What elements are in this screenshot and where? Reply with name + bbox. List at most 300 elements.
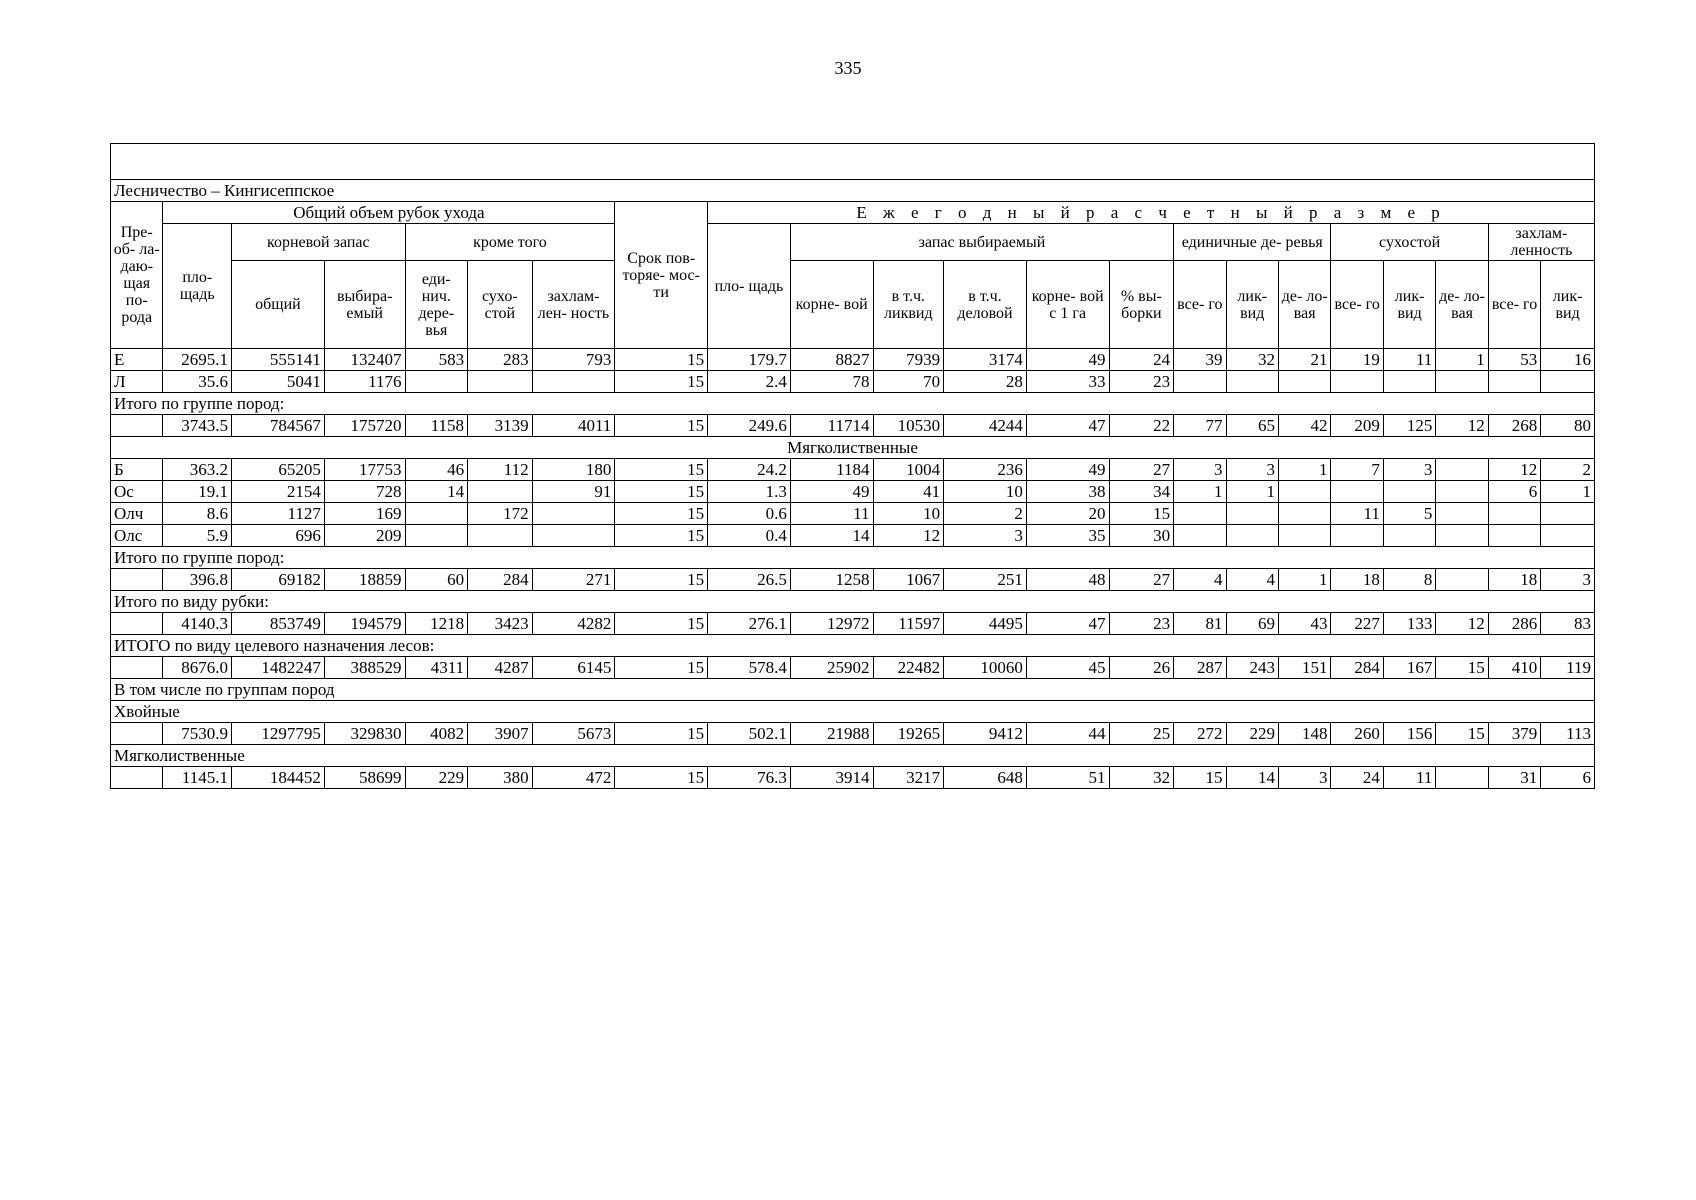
value-cell: 23	[1109, 613, 1174, 635]
value-cell: 15	[1174, 767, 1226, 789]
value-cell: 2	[1541, 459, 1595, 481]
value-cell: 15	[615, 525, 708, 547]
value-cell	[468, 481, 533, 503]
value-cell: 25902	[790, 657, 873, 679]
value-cell: 8	[1383, 569, 1435, 591]
species-cell: Е	[111, 349, 163, 371]
value-cell: 38	[1026, 481, 1109, 503]
value-cell	[1541, 371, 1595, 393]
value-cell: 3174	[944, 349, 1027, 371]
value-cell: 4495	[944, 613, 1027, 635]
value-cell: 44	[1026, 723, 1109, 745]
value-cell: 49	[1026, 349, 1109, 371]
value-cell: 1297795	[232, 723, 325, 745]
value-cell: 4282	[532, 613, 615, 635]
header-dead-liquid: лик- вид	[1383, 261, 1435, 349]
value-cell: 175720	[324, 415, 405, 437]
value-cell	[405, 503, 468, 525]
value-cell: 41	[873, 481, 944, 503]
value-cell: 10	[944, 481, 1027, 503]
value-cell: 172	[468, 503, 533, 525]
value-cell	[1226, 371, 1278, 393]
value-cell: 15	[615, 503, 708, 525]
value-cell: 14	[790, 525, 873, 547]
header-species: Пре- об- ла- даю- щая по- рода	[111, 202, 163, 349]
value-cell: 69182	[232, 569, 325, 591]
value-cell: 26	[1109, 657, 1174, 679]
value-cell: 21988	[790, 723, 873, 745]
value-cell	[1488, 525, 1540, 547]
value-cell: 4140.3	[163, 613, 232, 635]
table-row	[111, 657, 1595, 679]
value-cell: 1	[1436, 349, 1488, 371]
value-cell: 49	[790, 481, 873, 503]
value-cell	[1331, 371, 1383, 393]
value-cell: 388529	[324, 657, 405, 679]
value-cell: 236	[944, 459, 1027, 481]
value-cell: 4287	[468, 657, 533, 679]
value-cell: 18	[1488, 569, 1540, 591]
value-cell: 229	[405, 767, 468, 789]
value-cell: 578.4	[708, 657, 791, 679]
value-cell: 1	[1278, 569, 1330, 591]
value-cell	[1436, 371, 1488, 393]
value-cell	[1383, 371, 1435, 393]
section-label: Мягколиственные	[111, 745, 1595, 767]
value-cell: 502.1	[708, 723, 791, 745]
value-cell: 15	[615, 481, 708, 503]
table-row	[111, 723, 1595, 745]
header-deadwood: сухо- стой	[468, 261, 533, 349]
value-cell	[1174, 503, 1226, 525]
value-cell: 12	[873, 525, 944, 547]
value-cell: 12	[1488, 459, 1540, 481]
value-cell: 1127	[232, 503, 325, 525]
value-cell: 42	[1278, 415, 1330, 437]
section-label: Итого по группе пород:	[111, 547, 1595, 569]
value-cell: 184452	[232, 767, 325, 789]
section-label: Хвойные	[111, 701, 1595, 723]
value-cell: 276.1	[708, 613, 791, 635]
value-cell: 0.4	[708, 525, 791, 547]
header-incl-liquid: в т.ч. ликвид	[873, 261, 944, 349]
section-label: Итого по виду рубки:	[111, 591, 1595, 613]
value-cell: 18	[1331, 569, 1383, 591]
value-cell: 696	[232, 525, 325, 547]
species-cell	[111, 569, 163, 591]
value-cell: 33	[1026, 371, 1109, 393]
header-pct: % вы- борки	[1109, 261, 1174, 349]
value-cell: 1067	[873, 569, 944, 591]
value-cell: 1	[1541, 481, 1595, 503]
value-cell: 132407	[324, 349, 405, 371]
header-area2: пло- щадь	[708, 224, 791, 349]
value-cell	[1331, 481, 1383, 503]
value-cell: 11	[1383, 767, 1435, 789]
value-cell: 125	[1383, 415, 1435, 437]
page-number: 335	[834, 58, 862, 78]
value-cell: 151	[1278, 657, 1330, 679]
section-label: ИТОГО по виду целевого назначения лесов:	[111, 635, 1595, 657]
value-cell: 284	[468, 569, 533, 591]
value-cell: 194579	[324, 613, 405, 635]
value-cell: 3217	[873, 767, 944, 789]
value-cell: 91	[532, 481, 615, 503]
value-cell: 6145	[532, 657, 615, 679]
value-cell	[1488, 503, 1540, 525]
value-cell: 53	[1488, 349, 1540, 371]
value-cell: 28	[944, 371, 1027, 393]
value-cell: 15	[615, 459, 708, 481]
species-cell: Олс	[111, 525, 163, 547]
value-cell	[1383, 481, 1435, 503]
value-cell: 5041	[232, 371, 325, 393]
header-annual: Е ж е г о д н ы й р а с ч е т н ы й р а з м е р	[708, 202, 1595, 224]
species-cell	[111, 415, 163, 437]
value-cell	[1331, 525, 1383, 547]
value-cell: 83	[1541, 613, 1595, 635]
table-row	[111, 371, 1595, 393]
table-row	[111, 767, 1595, 789]
value-cell: 10	[873, 503, 944, 525]
value-cell: 5	[1383, 503, 1435, 525]
species-cell	[111, 657, 163, 679]
value-cell: 11597	[873, 613, 944, 635]
value-cell: 0.6	[708, 503, 791, 525]
section-label: Итого по группе пород:	[111, 393, 1595, 415]
section-label: Мягколиственные	[111, 437, 1595, 459]
value-cell	[405, 525, 468, 547]
table-row	[111, 525, 1595, 547]
value-cell: 47	[1026, 415, 1109, 437]
value-cell: 555141	[232, 349, 325, 371]
value-cell: 14	[1226, 767, 1278, 789]
species-cell	[111, 613, 163, 635]
value-cell: 329830	[324, 723, 405, 745]
value-cell: 1158	[405, 415, 468, 437]
value-cell: 133	[1383, 613, 1435, 635]
value-cell: 14	[405, 481, 468, 503]
value-cell: 6	[1488, 481, 1540, 503]
value-cell	[1436, 525, 1488, 547]
value-cell: 728	[324, 481, 405, 503]
value-cell: 229	[1226, 723, 1278, 745]
value-cell	[468, 371, 533, 393]
value-cell: 1.3	[708, 481, 791, 503]
value-cell: 3907	[468, 723, 533, 745]
value-cell: 15	[1109, 503, 1174, 525]
value-cell: 1004	[873, 459, 944, 481]
value-cell	[1278, 525, 1330, 547]
header-root: корне- вой	[790, 261, 873, 349]
value-cell: 3	[1278, 767, 1330, 789]
value-cell: 51	[1026, 767, 1109, 789]
value-cell: 15	[615, 371, 708, 393]
value-cell: 4	[1226, 569, 1278, 591]
value-cell: 169	[324, 503, 405, 525]
header-litter2: захлам- лен- ность	[532, 261, 615, 349]
value-cell: 15	[1436, 657, 1488, 679]
value-cell: 31	[1488, 767, 1540, 789]
value-cell: 1	[1174, 481, 1226, 503]
header-single-all: все- го	[1174, 261, 1226, 349]
value-cell: 81	[1174, 613, 1226, 635]
value-cell: 1482247	[232, 657, 325, 679]
value-cell	[1488, 371, 1540, 393]
value-cell: 11	[790, 503, 873, 525]
value-cell: 60	[405, 569, 468, 591]
value-cell: 4	[1174, 569, 1226, 591]
value-cell: 46	[405, 459, 468, 481]
species-cell: Олч	[111, 503, 163, 525]
header-dead: сухостой	[1331, 224, 1488, 261]
value-cell	[1226, 503, 1278, 525]
value-cell: 784567	[232, 415, 325, 437]
value-cell: 26.5	[708, 569, 791, 591]
value-cell: 77	[1174, 415, 1226, 437]
value-cell: 251	[944, 569, 1027, 591]
header-single-trees: единичные де- ревья	[1174, 224, 1331, 261]
table-row	[111, 613, 1595, 635]
value-cell: 76.3	[708, 767, 791, 789]
value-cell: 209	[1331, 415, 1383, 437]
header-incl-business: в т.ч. деловой	[944, 261, 1027, 349]
value-cell: 27	[1109, 569, 1174, 591]
value-cell: 3139	[468, 415, 533, 437]
value-cell: 6	[1541, 767, 1595, 789]
species-cell: Б	[111, 459, 163, 481]
value-cell: 10530	[873, 415, 944, 437]
value-cell: 8827	[790, 349, 873, 371]
value-cell: 3	[1383, 459, 1435, 481]
value-cell: 11714	[790, 415, 873, 437]
header-root-stock: корневой запас	[232, 224, 405, 261]
value-cell: 25	[1109, 723, 1174, 745]
value-cell: 11	[1331, 503, 1383, 525]
value-cell: 268	[1488, 415, 1540, 437]
value-cell: 3423	[468, 613, 533, 635]
value-cell	[1278, 371, 1330, 393]
value-cell: 15	[615, 349, 708, 371]
value-cell: 12972	[790, 613, 873, 635]
value-cell: 1	[1226, 481, 1278, 503]
value-cell: 793	[532, 349, 615, 371]
value-cell: 23	[1109, 371, 1174, 393]
blank-header-row	[111, 144, 1595, 180]
value-cell: 380	[468, 767, 533, 789]
value-cell: 1176	[324, 371, 405, 393]
value-cell: 379	[1488, 723, 1540, 745]
value-cell: 410	[1488, 657, 1540, 679]
value-cell: 15	[615, 657, 708, 679]
value-cell: 4011	[532, 415, 615, 437]
value-cell: 4244	[944, 415, 1027, 437]
value-cell	[1436, 481, 1488, 503]
value-cell: 209	[324, 525, 405, 547]
header-besides: кроме того	[405, 224, 615, 261]
value-cell	[1226, 525, 1278, 547]
value-cell: 4311	[405, 657, 468, 679]
value-cell	[1278, 503, 1330, 525]
value-cell	[1383, 525, 1435, 547]
value-cell: 3	[1226, 459, 1278, 481]
value-cell: 283	[468, 349, 533, 371]
header-area: пло- щадь	[163, 224, 232, 349]
header-total: общий	[232, 261, 325, 349]
value-cell: 15	[615, 569, 708, 591]
value-cell: 24	[1331, 767, 1383, 789]
value-cell: 472	[532, 767, 615, 789]
header-stock-selected: запас выбираемый	[790, 224, 1173, 261]
value-cell	[1436, 569, 1488, 591]
value-cell: 3743.5	[163, 415, 232, 437]
value-cell: 4082	[405, 723, 468, 745]
value-cell: 43	[1278, 613, 1330, 635]
species-cell: Л	[111, 371, 163, 393]
value-cell: 18859	[324, 569, 405, 591]
value-cell: 180	[532, 459, 615, 481]
value-cell: 78	[790, 371, 873, 393]
value-cell: 20	[1026, 503, 1109, 525]
value-cell: 35	[1026, 525, 1109, 547]
value-cell: 260	[1331, 723, 1383, 745]
header-single-liquid: лик- вид	[1226, 261, 1278, 349]
header-single-business: де- ло- вая	[1278, 261, 1330, 349]
value-cell: 65205	[232, 459, 325, 481]
species-cell	[111, 767, 163, 789]
value-cell: 47	[1026, 613, 1109, 635]
value-cell	[532, 371, 615, 393]
value-cell: 7939	[873, 349, 944, 371]
value-cell: 2695.1	[163, 349, 232, 371]
value-cell: 1218	[405, 613, 468, 635]
value-cell: 16	[1541, 349, 1595, 371]
value-cell	[1174, 525, 1226, 547]
value-cell: 21	[1278, 349, 1330, 371]
value-cell: 49	[1026, 459, 1109, 481]
value-cell	[468, 525, 533, 547]
value-cell: 70	[873, 371, 944, 393]
header-total-volume: Общий объем рубок ухода	[163, 202, 615, 224]
value-cell	[1174, 371, 1226, 393]
header-litter-liquid: лик- вид	[1541, 261, 1595, 349]
value-cell: 5.9	[163, 525, 232, 547]
value-cell	[1436, 459, 1488, 481]
header-dead-all: все- го	[1331, 261, 1383, 349]
value-cell: 19	[1331, 349, 1383, 371]
value-cell: 1145.1	[163, 767, 232, 789]
value-cell: 2	[944, 503, 1027, 525]
value-cell: 19265	[873, 723, 944, 745]
value-cell: 32	[1226, 349, 1278, 371]
value-cell: 12	[1436, 415, 1488, 437]
value-cell: 32	[1109, 767, 1174, 789]
value-cell: 15	[1436, 723, 1488, 745]
value-cell: 9412	[944, 723, 1027, 745]
value-cell: 8676.0	[163, 657, 232, 679]
value-cell: 7	[1331, 459, 1383, 481]
value-cell: 48	[1026, 569, 1109, 591]
value-cell: 148	[1278, 723, 1330, 745]
value-cell: 24.2	[708, 459, 791, 481]
value-cell: 5673	[532, 723, 615, 745]
value-cell: 19.1	[163, 481, 232, 503]
value-cell: 284	[1331, 657, 1383, 679]
value-cell: 286	[1488, 613, 1540, 635]
header-root-per-ha: корне- вой с 1 га	[1026, 261, 1109, 349]
table-row	[111, 481, 1595, 503]
value-cell: 1184	[790, 459, 873, 481]
value-cell: 27	[1109, 459, 1174, 481]
header-period: Срок пов- торяе- мос- ти	[615, 202, 708, 349]
value-cell: 11	[1383, 349, 1435, 371]
table-row	[111, 503, 1595, 525]
header-single: еди- нич. дере- вья	[405, 261, 468, 349]
value-cell: 363.2	[163, 459, 232, 481]
value-cell: 15	[615, 767, 708, 789]
value-cell	[532, 525, 615, 547]
value-cell: 3	[1174, 459, 1226, 481]
value-cell: 34	[1109, 481, 1174, 503]
value-cell: 22	[1109, 415, 1174, 437]
value-cell: 2154	[232, 481, 325, 503]
header-selectable: выбира- емый	[324, 261, 405, 349]
value-cell: 39	[1174, 349, 1226, 371]
table-row	[111, 569, 1595, 591]
value-cell: 35.6	[163, 371, 232, 393]
species-cell: Ос	[111, 481, 163, 503]
section-label: В том числе по группам пород	[111, 679, 1595, 701]
value-cell: 583	[405, 349, 468, 371]
header-litter: захлам- ленность	[1488, 224, 1594, 261]
value-cell: 287	[1174, 657, 1226, 679]
header-litter-all: все- го	[1488, 261, 1540, 349]
value-cell: 10060	[944, 657, 1027, 679]
value-cell: 113	[1541, 723, 1595, 745]
value-cell: 30	[1109, 525, 1174, 547]
value-cell: 156	[1383, 723, 1435, 745]
value-cell: 2.4	[708, 371, 791, 393]
value-cell: 179.7	[708, 349, 791, 371]
value-cell	[1541, 525, 1595, 547]
forestry-name: Лесничество – Кингисеппское	[111, 180, 1595, 202]
value-cell: 8.6	[163, 503, 232, 525]
value-cell: 58699	[324, 767, 405, 789]
value-cell: 22482	[873, 657, 944, 679]
value-cell: 3914	[790, 767, 873, 789]
table-row	[111, 459, 1595, 481]
value-cell	[1278, 481, 1330, 503]
value-cell: 15	[615, 613, 708, 635]
value-cell: 3	[944, 525, 1027, 547]
value-cell: 17753	[324, 459, 405, 481]
value-cell: 648	[944, 767, 1027, 789]
value-cell: 1	[1278, 459, 1330, 481]
value-cell: 271	[532, 569, 615, 591]
value-cell: 227	[1331, 613, 1383, 635]
value-cell: 853749	[232, 613, 325, 635]
value-cell: 249.6	[708, 415, 791, 437]
value-cell: 112	[468, 459, 533, 481]
value-cell: 272	[1174, 723, 1226, 745]
header-dead-business: де- ло- вая	[1436, 261, 1488, 349]
table-row	[111, 415, 1595, 437]
value-cell	[1436, 767, 1488, 789]
value-cell: 12	[1436, 613, 1488, 635]
value-cell: 167	[1383, 657, 1435, 679]
value-cell: 69	[1226, 613, 1278, 635]
value-cell: 119	[1541, 657, 1595, 679]
